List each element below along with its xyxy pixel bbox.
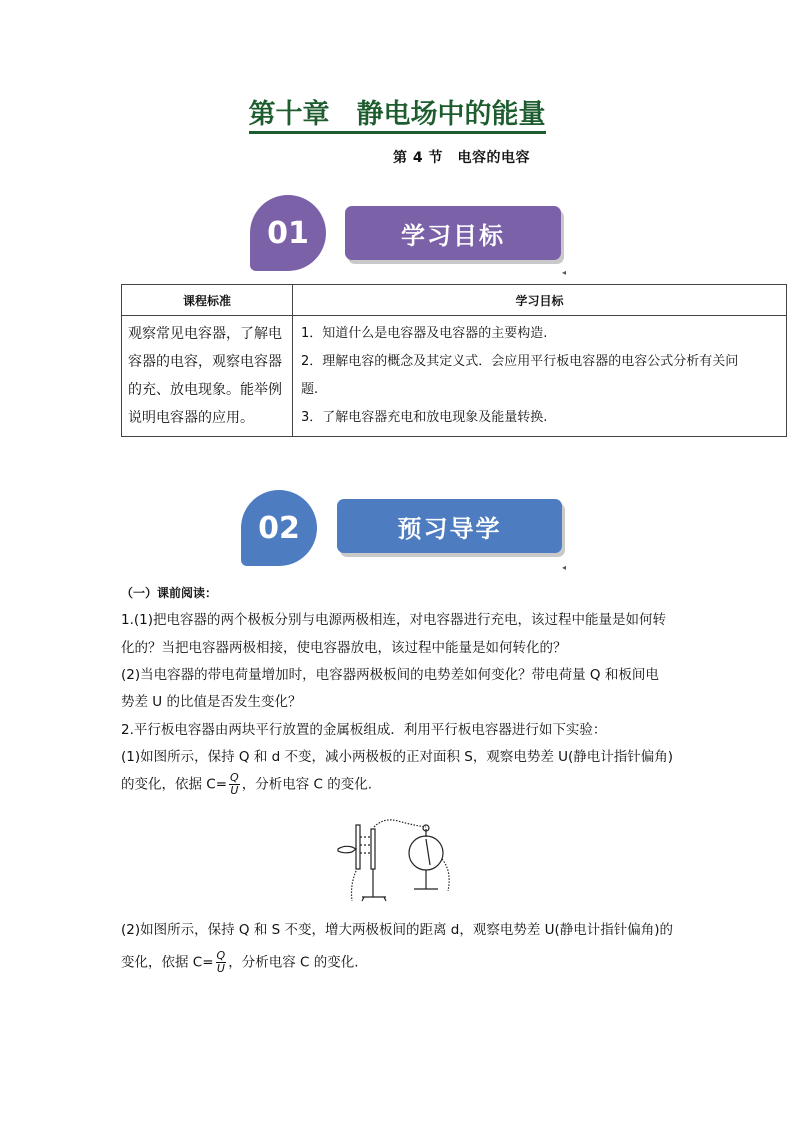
denominator: U — [216, 962, 225, 975]
reading-line: 势差 U 的比值是否发生变化？ — [121, 694, 302, 710]
goal-line: 2．理解电容的概念及其定义式．会应用平行板电容器的电容公式分析有关问 — [301, 354, 739, 369]
chapter-title: 第十章 静电场中的能量 — [0, 92, 794, 131]
reading-line-formula — [121, 950, 359, 975]
header-goals: 学习目标 — [293, 285, 787, 316]
reading-line-formula — [121, 772, 372, 797]
badge-preview — [241, 490, 563, 570]
fraction-q-over-u — [229, 772, 240, 797]
reading-line: (2)当电容器的带电荷量增加时，电容器两极板间的电势差如何变化？带电荷量 Q 和板间电 — [121, 667, 659, 683]
reading-line: 2.平行板电容器由两块平行放置的金属板组成．利用平行板电容器进行如下实验： — [121, 722, 607, 738]
text: ，分析电容 C 的变化. — [228, 954, 359, 971]
badge-label: 学习目标 — [345, 206, 561, 260]
tick-mark: ◂ — [562, 563, 567, 572]
numerator: Q — [230, 771, 239, 784]
goal-line: 1．知道什么是电容器及电容器的主要构造. — [301, 326, 548, 341]
goal-line: 题. — [301, 382, 319, 397]
goals-table — [121, 284, 787, 437]
goals-cell — [293, 316, 787, 437]
reading-line: (2)如图所示，保持 Q 和 S 不变，增大两极板间的距离 d，观察电势差 U(静电计指针偏角)的 — [121, 922, 674, 938]
reading-line: 1.(1)把电容器的两个极板分别与电源两极相连，对电容器进行充电，该过程中能量是如何转 — [121, 612, 667, 628]
standard-cell — [122, 316, 293, 437]
numerator: Q — [216, 949, 226, 962]
text: 的变化，依据 C= — [121, 776, 228, 793]
fraction-q-over-u — [216, 950, 227, 975]
badge-number: 01 — [267, 215, 309, 251]
badge-label: 预习导学 — [337, 499, 562, 553]
goal-line: 3．了解电容器充电和放电现象及能量转换. — [301, 410, 548, 425]
capacitor-experiment-illustration — [334, 815, 462, 907]
standard-line: 说明电容器的应用。 — [128, 410, 254, 426]
text: ，分析电容 C 的变化. — [241, 776, 373, 793]
reading-heading: （一）课前阅读： — [121, 586, 218, 600]
section-title: 第 4 节 电容的电容 — [393, 150, 530, 166]
tick-mark: ◂ — [562, 268, 567, 277]
badge-learning-goals — [250, 195, 562, 275]
standard-line: 容器的电容，观察电容器 — [128, 354, 282, 370]
badge-number: 02 — [258, 510, 300, 546]
badge-number-circle — [250, 195, 326, 271]
reading-line: 化的？当把电容器两极相接，使电容器放电，该过程中能量是如何转化的？ — [121, 640, 567, 656]
badge-number-circle — [241, 490, 317, 566]
standard-line: 的充、放电现象。能举例 — [128, 382, 282, 398]
text: 变化，依据 C= — [121, 954, 214, 971]
standard-line: 观察常见电容器，了解电 — [128, 326, 282, 342]
reading-line: (1)如图所示，保持 Q 和 d 不变，减小两极板的正对面积 S，观察电势差 U(静电计指针偏角) — [121, 749, 674, 765]
denominator: U — [230, 784, 239, 797]
header-standard: 课程标准 — [122, 285, 293, 316]
